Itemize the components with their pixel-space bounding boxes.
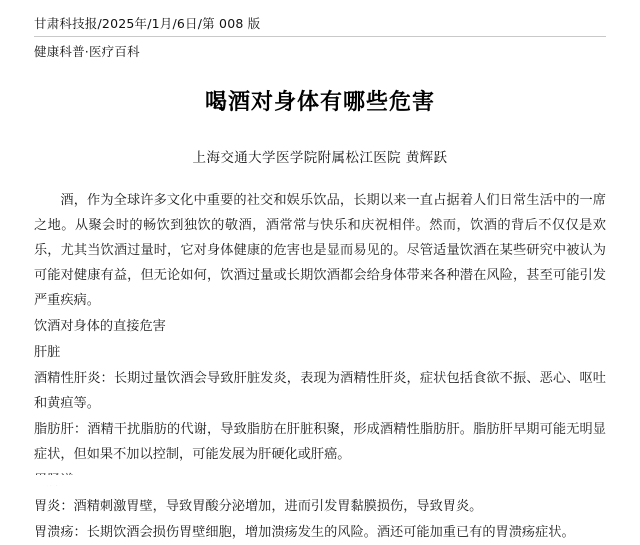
page-title: 喝酒对身体有哪些危害: [204, 90, 435, 115]
section-label: 健康科普·医疗百科: [34, 44, 140, 59]
paragraph: 肝脏: [34, 345, 61, 360]
page-bottom-edge: [0, 475, 640, 485]
masthead-divider: [34, 36, 606, 37]
article-body: [34, 188, 606, 545]
paragraph: 酒精性肝炎：长期过量饮酒会导致肝脏发炎，表现为酒精性肝炎，症状包括食欲不振、恶心、呕吐和黄疸等。: [34, 371, 606, 411]
paragraph: 胃溃疡：长期饮酒会损伤胃壁细胞，增加溃疡发生的风险。酒还可能加重已有的胃溃疡症状。: [34, 525, 575, 540]
paragraph: 酒，作为全球许多文化中重要的社交和娱乐饮品，长期以来一直占据着人们日常生活中的一席之地。从聚会时的畅饮到独饮的敬酒，酒常常与快乐和庆祝相伴。然而，饮酒的背后不仅仅是欢乐，尤其当饮酒过量时，它对身体健康的危害也是显而易见的。尽管适量饮酒在某些研究中被认为可能对健康有益，但无论如何，饮酒过量或长期饮酒都会给身体带来各种潜在风险，甚至可能引发严重疾病。: [34, 193, 606, 308]
byline: 上海交通大学医学院附属松江医院 黄辉跃: [192, 150, 448, 166]
masthead-line: 甘肃科技报/2025年/1月/6日/第 008 版: [34, 16, 261, 31]
paragraph: 饮酒对身体的直接危害: [34, 319, 166, 334]
paragraph: 脂肪肝：酒精干扰脂肪的代谢，导致脂肪在肝脏积聚，形成酒精性脂肪肝。脂肪肝早期可能无明显症状，但如果不加以控制，可能发展为肝硬化或肝癌。: [34, 422, 606, 462]
paragraph: 胃炎：酒精刺激胃壁，导致胃酸分泌增加，进而引发胃黏膜损伤，导致胃炎。: [34, 499, 483, 514]
